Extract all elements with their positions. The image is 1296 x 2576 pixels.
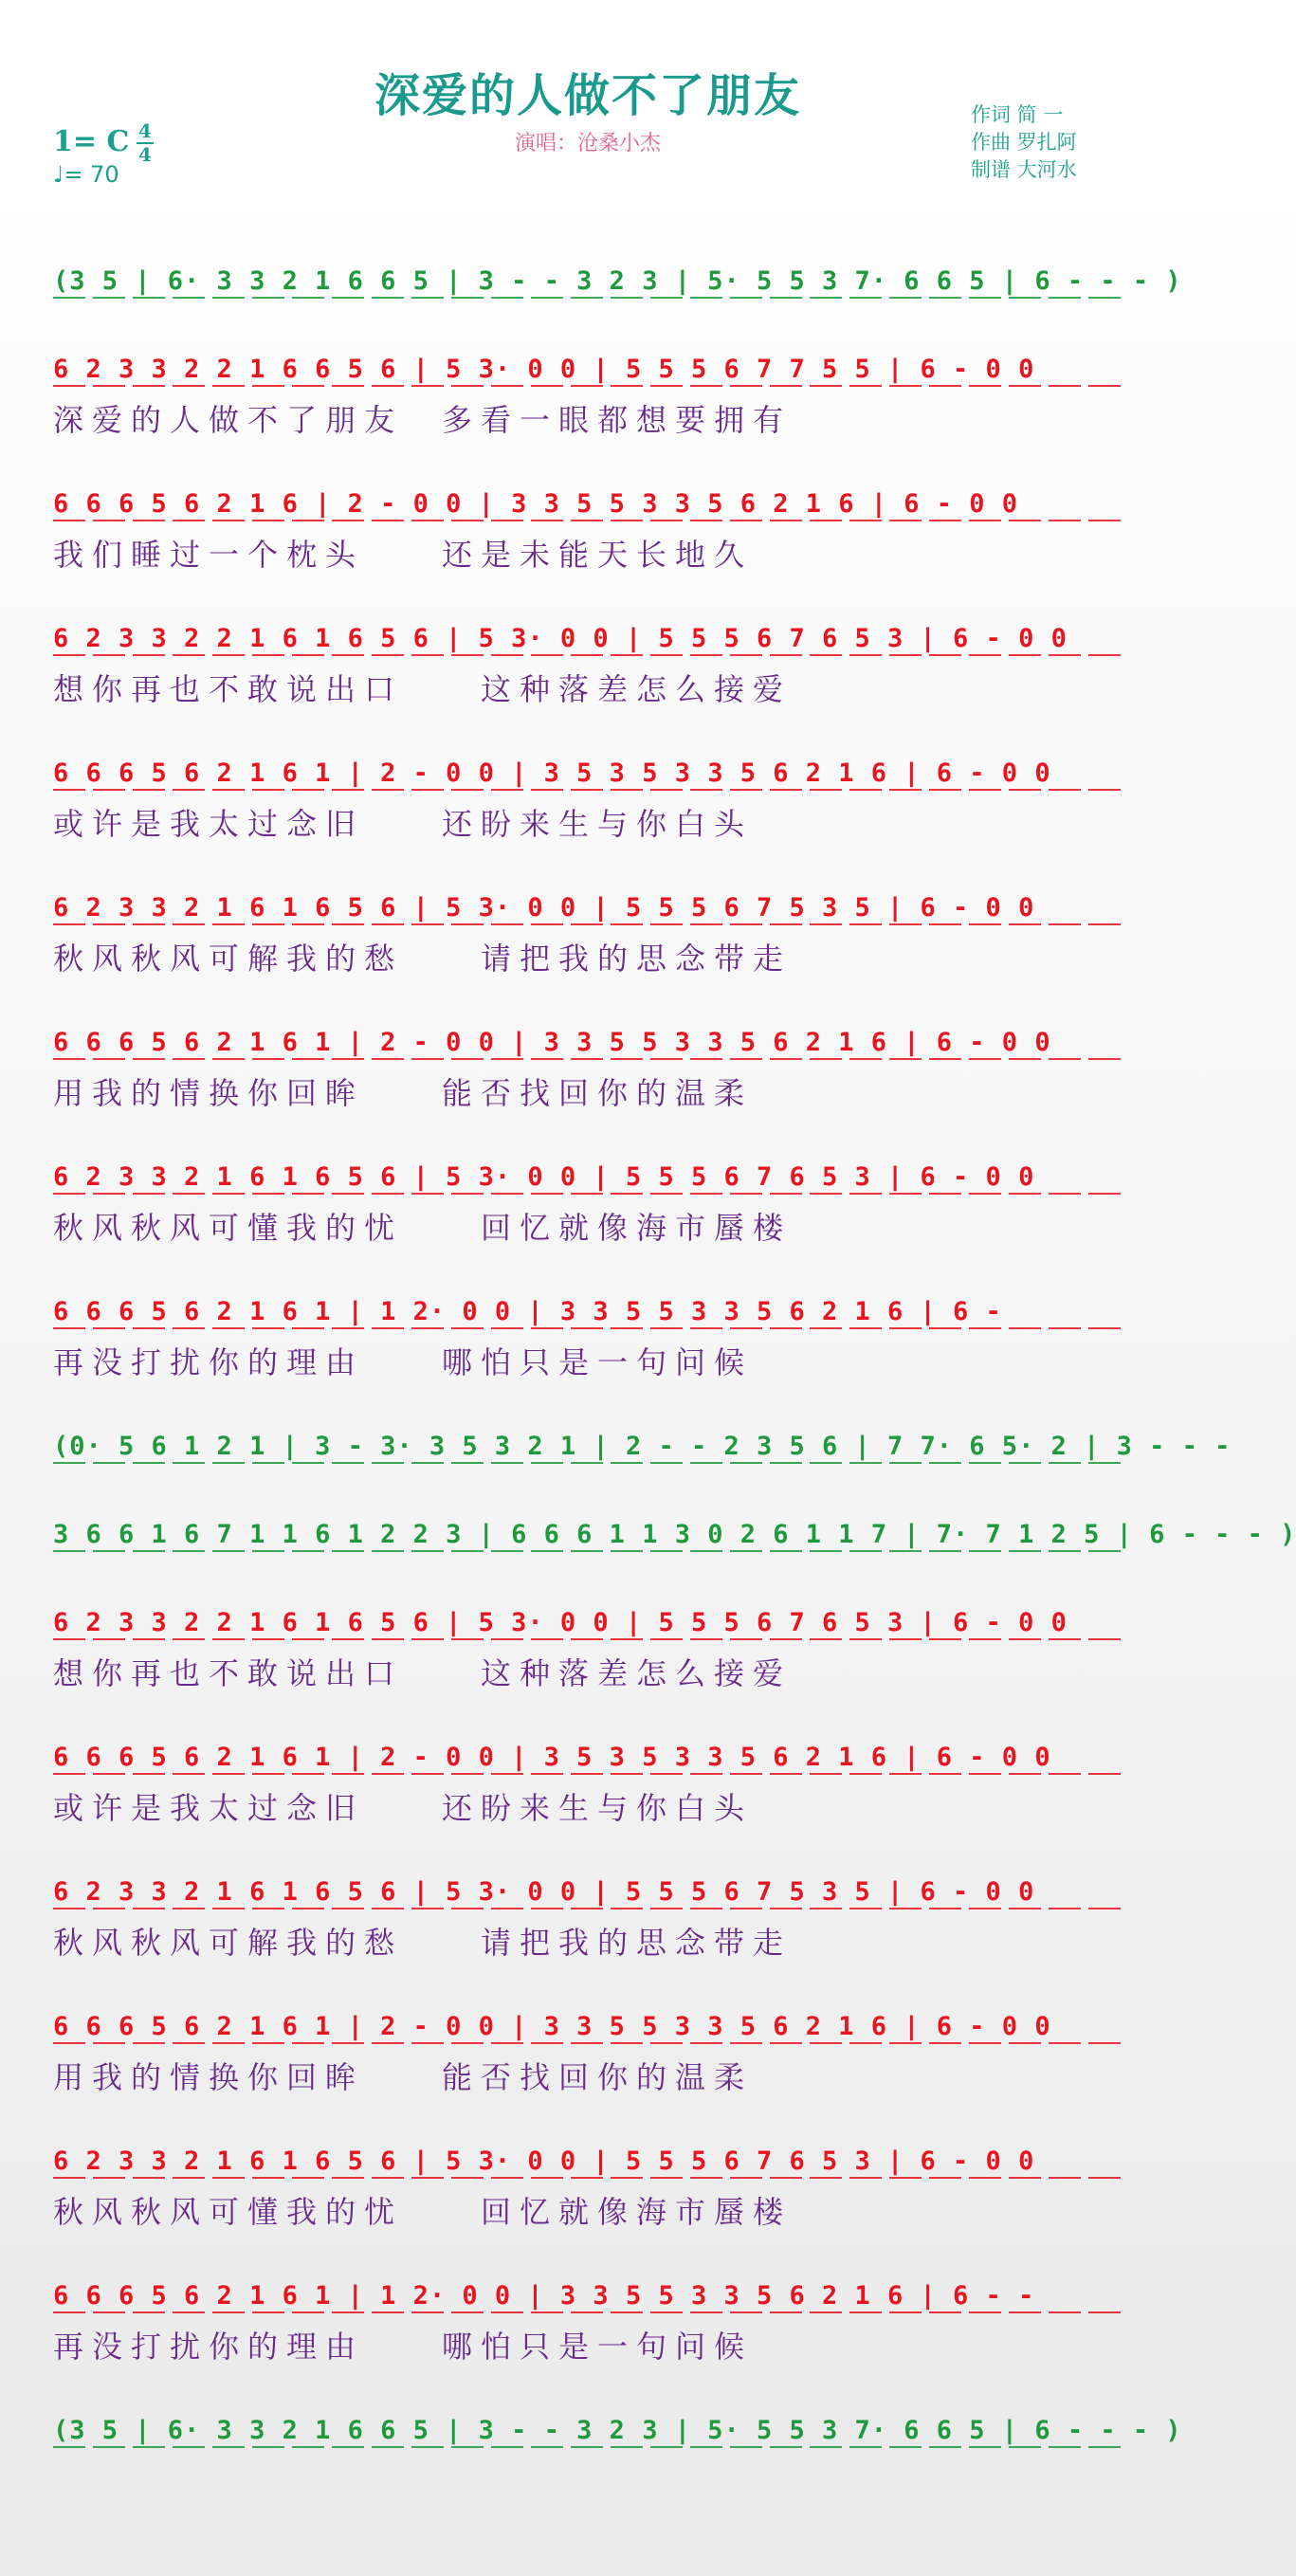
lyrics-row: 再没打扰你的理由 哪怕只是一句问候	[53, 1344, 754, 1380]
credits	[971, 101, 1077, 184]
time-signature-bottom: 4	[138, 143, 152, 166]
key-signature: 1= C	[53, 125, 130, 158]
interlude-notation-row: 3 6 6 1 6 7 1 1 6 1 2 2 3 | 6 6 6 1 1 3 0 2 6 1 1 7 | 7· 7 1 2 5 | 6 - - - )	[53, 1511, 1121, 1559]
lyrics-row: 秋风秋风可解我的愁 请把我的思念带走	[53, 1925, 793, 1961]
tempo-marking: ♩= 70	[53, 161, 119, 188]
notation-row: 6 2 3 3 2 2 1 6 1 6 5 6 | 5 3· 0 0 | 5 5 5 6 7 6 5 3 | 6 - 0 0	[53, 615, 1121, 663]
lyrics-row: 秋风秋风可懂我的忧 回忆就像海市蜃楼	[53, 2194, 793, 2230]
lyrics-row: 秋风秋风可解我的愁 请把我的思念带走	[53, 941, 793, 977]
notation-row: 6 6 6 5 6 2 1 6 1 | 2 - 0 0 | 3 5 3 5 3 3 5 6 2 1 6 | 6 - 0 0	[53, 750, 1121, 797]
song-title: 深爱的人做不了朋友	[374, 69, 801, 122]
credit-score: 制谱 大河水	[971, 158, 1077, 181]
lyrics-row: 或许是我太过念旧 还盼来生与你白头	[53, 1790, 754, 1826]
interlude-notation-row: (0· 5 6 1 2 1 | 3 - 3· 3 5 3 2 1 | 2 - - 2 3 5 6 | 7 7· 6 5· 2 | 3 - - -	[53, 1423, 1121, 1471]
lyrics-row: 再没打扰你的理由 哪怕只是一句问候	[53, 2329, 754, 2365]
notation-row: 6 2 3 3 2 1 6 1 6 5 6 | 5 3· 0 0 | 5 5 5 6 7 5 3 5 | 6 - 0 0	[53, 885, 1121, 932]
singer-label: 演唱：沧桑小杰	[514, 132, 661, 155]
lyrics-row: 用我的情换你回眸 能否找回你的温柔	[53, 1075, 754, 1111]
notation-row: 6 2 3 3 2 1 6 1 6 5 6 | 5 3· 0 0 | 5 5 5 6 7 6 5 3 | 6 - 0 0	[53, 1154, 1121, 1201]
notation-row: 6 6 6 5 6 2 1 6 1 | 2 - 0 0 | 3 3 5 5 3 3 5 6 2 1 6 | 6 - 0 0	[53, 2003, 1121, 2051]
notation-row: 6 2 3 3 2 2 1 6 6 5 6 | 5 3· 0 0 | 5 5 5 6 7 7 5 5 | 6 - 0 0	[53, 346, 1121, 393]
notation-row: 6 6 6 5 6 2 1 6 1 | 2 - 0 0 | 3 3 5 5 3 3 5 6 2 1 6 | 6 - 0 0	[53, 1019, 1121, 1067]
notation-row: 6 6 6 5 6 2 1 6 | 2 - 0 0 | 3 3 5 5 3 3 5 6 2 1 6 | 6 - 0 0	[53, 481, 1121, 528]
notation-row: 6 6 6 5 6 2 1 6 1 | 2 - 0 0 | 3 5 3 5 3 3 5 6 2 1 6 | 6 - 0 0	[53, 1734, 1121, 1781]
lyrics-row: 深爱的人做不了朋友 多看一眼都想要拥有	[53, 402, 793, 438]
notation-row: 6 2 3 3 2 2 1 6 1 6 5 6 | 5 3· 0 0 | 5 5 5 6 7 6 5 3 | 6 - 0 0	[53, 1599, 1121, 1647]
lyrics-row: 或许是我太过念旧 还盼来生与你白头	[53, 806, 754, 842]
lyrics-row: 我们睡过一个枕头 还是未能天长地久	[53, 537, 754, 573]
time-signature	[137, 121, 154, 165]
lyrics-row: 用我的情换你回眸 能否找回你的温柔	[53, 2059, 754, 2095]
notation-row: 6 6 6 5 6 2 1 6 1 | 1 2· 0 0 | 3 3 5 5 3 3 5 6 2 1 6 | 6 - -	[53, 2273, 1121, 2320]
lyrics-row: 想你再也不敢说出口 这种落差怎么接爱	[53, 671, 793, 707]
credit-lyrics: 作词 简 一	[971, 103, 1064, 126]
lyrics-row: 想你再也不敢说出口 这种落差怎么接爱	[53, 1655, 793, 1691]
notation-row: 6 6 6 5 6 2 1 6 1 | 1 2· 0 0 | 3 3 5 5 3 3 5 6 2 1 6 | 6 -	[53, 1288, 1121, 1336]
interlude-notation-row: (3 5 | 6· 3 3 2 1 6 6 5 | 3 - - 3 2 3 | 5· 5 5 3 7· 6 6 5 | 6 - - - )	[53, 258, 1121, 305]
notation-row: 6 2 3 3 2 1 6 1 6 5 6 | 5 3· 0 0 | 5 5 5 6 7 5 3 5 | 6 - 0 0	[53, 1869, 1121, 1916]
interlude-notation-row: (3 5 | 6· 3 3 2 1 6 6 5 | 3 - - 3 2 3 | 5· 5 5 3 7· 6 6 5 | 6 - - - )	[53, 2407, 1121, 2455]
credit-music: 作曲 罗扎阿	[971, 131, 1077, 154]
lyrics-row: 秋风秋风可懂我的忧 回忆就像海市蜃楼	[53, 1210, 793, 1246]
notation-row: 6 2 3 3 2 1 6 1 6 5 6 | 5 3· 0 0 | 5 5 5 6 7 6 5 3 | 6 - 0 0	[53, 2138, 1121, 2185]
time-signature-top: 4	[138, 119, 152, 142]
